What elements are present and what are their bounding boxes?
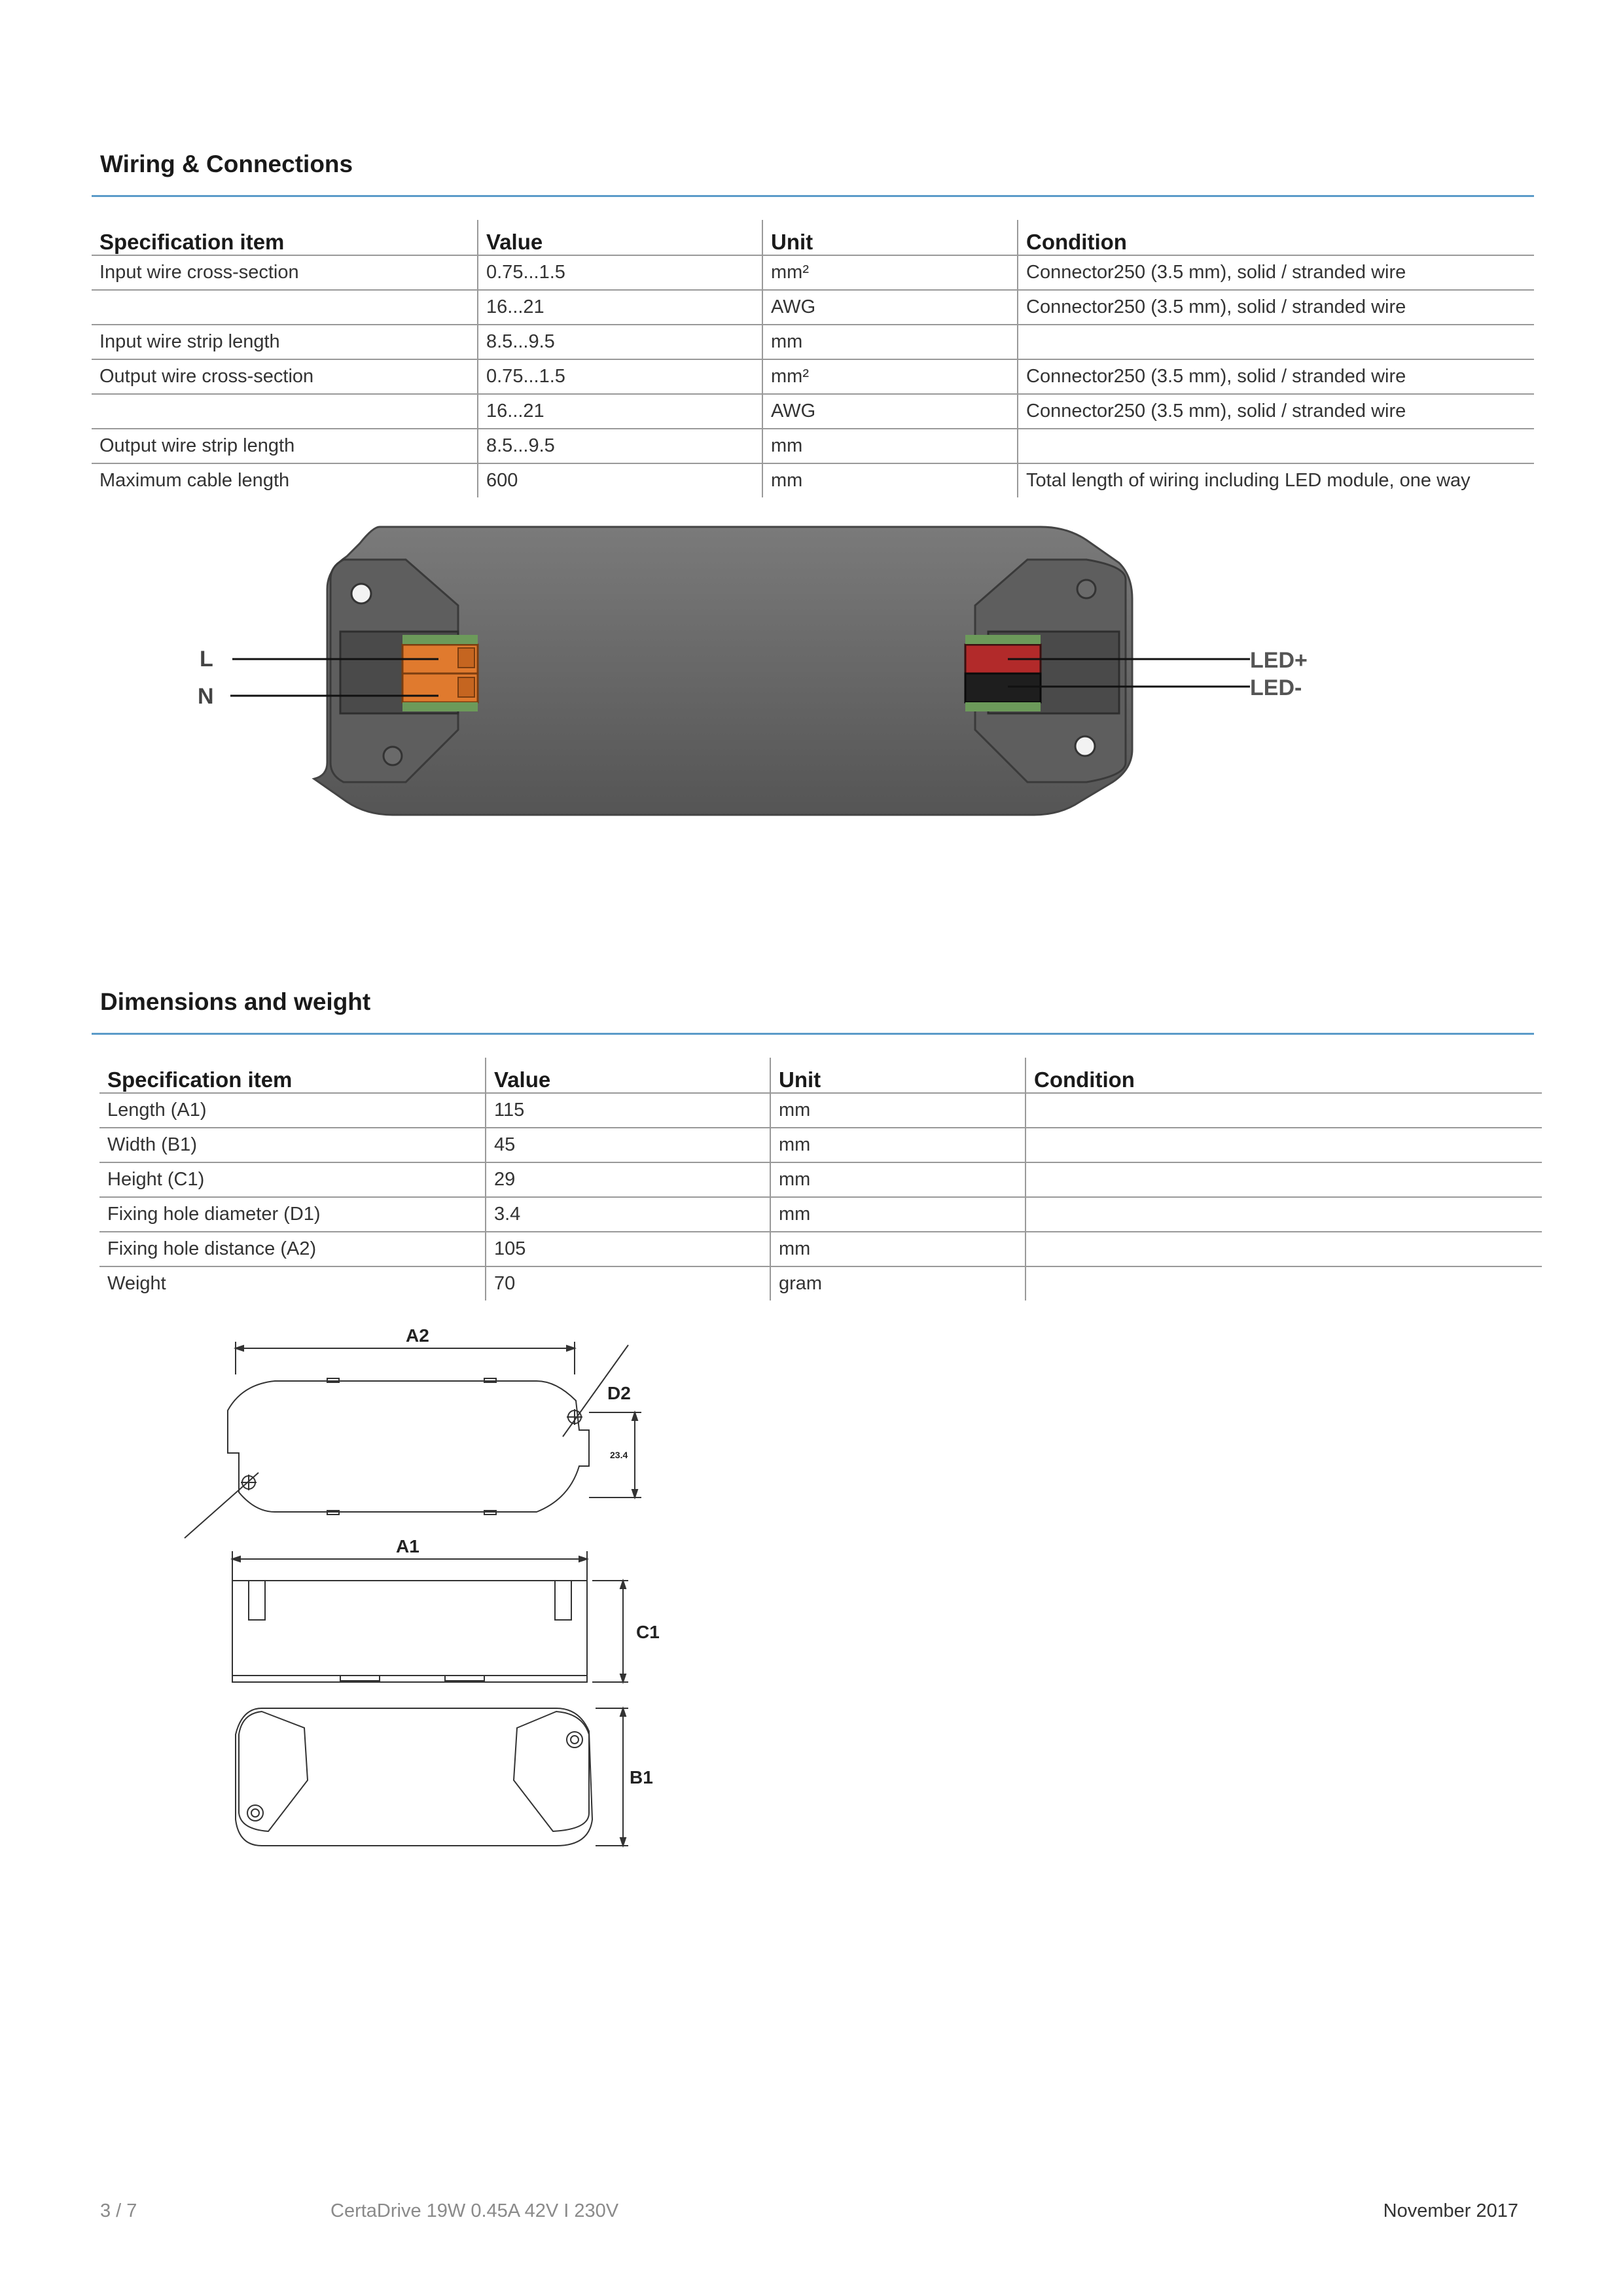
- cell-unit: mm: [770, 1128, 1026, 1162]
- cell-unit: gram: [770, 1266, 1026, 1300]
- side-view: [232, 1536, 660, 1682]
- footer-product-name: CertaDrive 19W 0.45A 42V I 230V: [330, 2200, 619, 2221]
- table-row: [99, 1197, 1542, 1232]
- header-condition: Condition: [1018, 220, 1534, 255]
- cell-value: 105: [486, 1232, 770, 1266]
- table-row: [92, 290, 1534, 325]
- table-row: [92, 429, 1534, 463]
- table-row: [92, 463, 1534, 497]
- cell-unit: mm²: [762, 255, 1018, 290]
- cell-unit: AWG: [762, 290, 1018, 325]
- cell-unit: mm: [770, 1093, 1026, 1128]
- cell-condition: [1026, 1197, 1542, 1232]
- cell-spec-item: Maximum cable length: [99, 470, 290, 491]
- cell-value: 0.75...1.5: [478, 255, 762, 290]
- cell-condition: Connector250 (3.5 mm), solid / stranded wire: [1018, 290, 1534, 325]
- header-unit: Unit: [762, 220, 1018, 255]
- cell-condition: [1018, 325, 1534, 359]
- cell-condition: [1026, 1128, 1542, 1162]
- footer-page-number: 3 / 7: [100, 2200, 137, 2221]
- cell-spec-item: Input wire cross-section: [92, 255, 478, 290]
- cell-value: 8.5...9.5: [478, 429, 762, 463]
- left-fixing-hole: [351, 584, 371, 603]
- dimensions-spec-table: [99, 1058, 1542, 1300]
- cell-spec-item: Fixing hole diameter (D1): [99, 1197, 486, 1232]
- cell-condition: [1026, 1093, 1542, 1128]
- left-fixing-hole-lower: [383, 747, 402, 765]
- table-row: [99, 1232, 1542, 1266]
- label-led-minus: LED-: [1250, 675, 1302, 700]
- header-condition: Condition: [1026, 1058, 1542, 1093]
- label-n: N: [198, 684, 214, 709]
- dim-label-a2: A2: [406, 1325, 429, 1346]
- cell-spec-item: Fixing hole distance (A2): [99, 1232, 486, 1266]
- bottom-view: [236, 1708, 653, 1846]
- header-unit: Unit: [770, 1058, 1026, 1093]
- label-l: L: [200, 647, 213, 672]
- cell-unit: mm: [762, 325, 1018, 359]
- dim-label-b1: B1: [630, 1767, 653, 1787]
- dimensions-table-header: [99, 1058, 1542, 1093]
- cell-unit: mm: [770, 1162, 1026, 1197]
- cell-condition: [1026, 1232, 1542, 1266]
- header-value: Value: [486, 1058, 770, 1093]
- table-row: [99, 1162, 1542, 1197]
- cell-value: 29: [486, 1162, 770, 1197]
- dimensions-section-title: Dimensions and weight: [100, 988, 371, 1015]
- cell-value: 16...21: [478, 290, 762, 325]
- cell-value: 115: [486, 1093, 770, 1128]
- cell-condition: Connector250 (3.5 mm), solid / stranded wire: [1018, 359, 1534, 394]
- dimensions-title-rule: [92, 1033, 1534, 1035]
- cell-spec-item: Output wire cross-section: [92, 359, 478, 394]
- cell-unit: mm: [762, 429, 1018, 463]
- table-row: [99, 1128, 1542, 1162]
- table-row: [92, 394, 1534, 429]
- table-row: [92, 359, 1534, 394]
- cell-value: 16...21: [478, 394, 762, 429]
- cell-unit: mm²: [762, 359, 1018, 394]
- cell-unit: mm: [770, 1197, 1026, 1232]
- wiring-table-header: [92, 220, 1534, 255]
- cell-condition: Total length of wiring including LED module, one way: [1018, 463, 1534, 497]
- output-connector-black: [965, 673, 1041, 702]
- dim-label-a1: A1: [396, 1536, 419, 1556]
- cell-unit: mm: [770, 1232, 1026, 1266]
- right-fixing-hole-upper: [1077, 580, 1096, 598]
- wiring-section-title: Wiring & Connections: [100, 151, 353, 177]
- header-spec-item: Specification item: [92, 220, 478, 255]
- cell-unit: mm: [762, 463, 1018, 497]
- cell-value: 8.5...9.5: [478, 325, 762, 359]
- dim-label-23-4: 23.4: [610, 1450, 628, 1460]
- cell-spec-item: Input wire strip length: [92, 325, 478, 359]
- header-spec-item: Specification item: [99, 1058, 486, 1093]
- cell-value: 600: [478, 463, 762, 497]
- dimension-drawing: [170, 1316, 694, 1892]
- wiring-spec-table: [92, 220, 1534, 497]
- cell-value: 0.75...1.5: [478, 359, 762, 394]
- cell-spec-item: Width (B1): [99, 1128, 486, 1162]
- dim-label-d2: D2: [607, 1383, 631, 1403]
- cell-condition: Connector250 (3.5 mm), solid / stranded wire: [1018, 394, 1534, 429]
- cell-value: 45: [486, 1128, 770, 1162]
- cell-condition: [1026, 1266, 1542, 1300]
- cell-spec-item: Length (A1): [99, 1093, 486, 1128]
- cell-value: 70: [486, 1266, 770, 1300]
- right-fixing-hole: [1075, 736, 1095, 756]
- cell-condition: [1018, 429, 1534, 463]
- cell-condition: [1026, 1162, 1542, 1197]
- dim-label-c1: C1: [636, 1622, 660, 1642]
- cell-value: 3.4: [486, 1197, 770, 1232]
- cell-unit: AWG: [762, 394, 1018, 429]
- driver-connection-photo: [183, 514, 1348, 828]
- cell-spec-item: [92, 394, 478, 429]
- table-row: [99, 1093, 1542, 1128]
- table-row: [92, 255, 1534, 290]
- wiring-title-rule: [92, 195, 1534, 197]
- table-row: [92, 325, 1534, 359]
- cell-condition: Connector250 (3.5 mm), solid / stranded wire: [1018, 255, 1534, 290]
- label-led-plus: LED+: [1250, 648, 1308, 673]
- footer-date: November 2017: [1383, 2200, 1518, 2221]
- header-value: Value: [478, 220, 762, 255]
- cell-spec-item: [92, 290, 478, 325]
- cell-spec-item: Height (C1): [99, 1162, 486, 1197]
- cell-spec-item: Weight: [107, 1273, 166, 1294]
- top-view: [185, 1325, 641, 1538]
- cell-spec-item: Output wire strip length: [92, 429, 478, 463]
- table-row: [99, 1266, 1542, 1300]
